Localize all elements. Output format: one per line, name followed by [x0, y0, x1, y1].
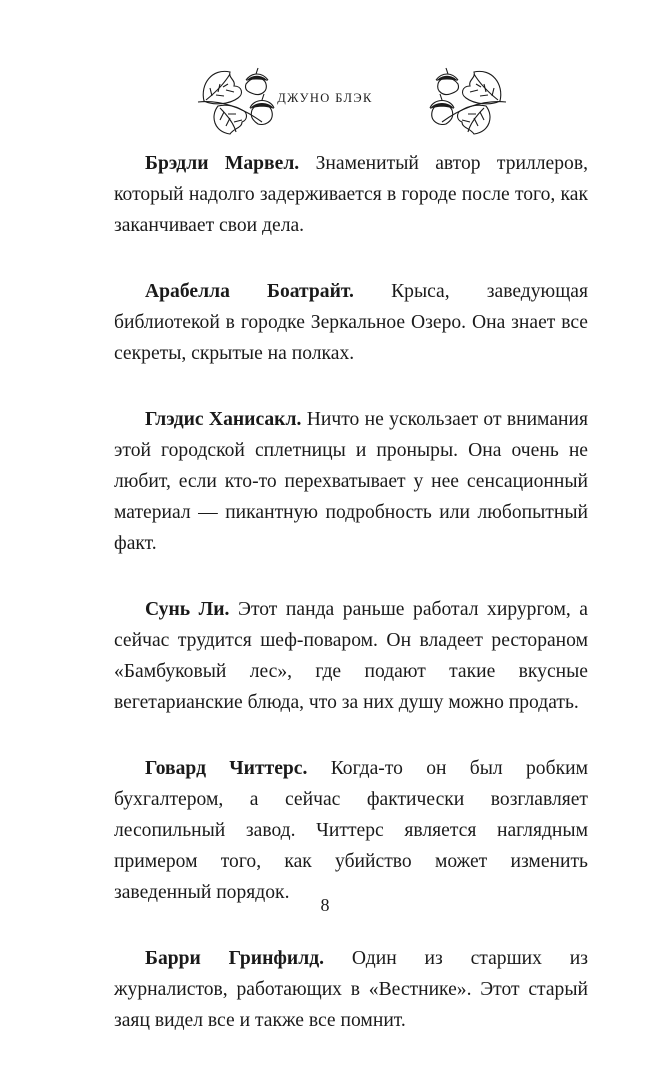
- character-name: Говард Читтерс.: [145, 758, 308, 779]
- character-description: Этот панда раньше работал хирургом, а сейчас трудится шеф-поваром. Он владеет рестораном «Бамбуковый лес», где подают такие вкусные вегетарианские блюда, что за них душу можно продать.: [114, 599, 588, 713]
- character-name: Барри Гринфилд.: [145, 948, 325, 969]
- character-entry: [114, 753, 588, 908]
- character-description: Знаменитый автор триллеров, который надолго задерживается в городе после того, как заканчивает свои дела.: [114, 153, 588, 236]
- character-entry: [114, 943, 588, 1036]
- page-number: 8: [320, 895, 330, 915]
- character-list: [114, 148, 588, 1071]
- oak-leaves-acorns-icon: [406, 62, 514, 140]
- character-description: Ничто не ускользает от внимания этой городской сплетницы и проныры. Она очень не любит, если кто-то перехватывает у нее сенсационный материал — пикантную подробность или любопытный факт.: [114, 409, 589, 554]
- character-name: Глэдис Ханисакл.: [145, 409, 302, 430]
- character-entry: [114, 594, 588, 718]
- character-name: Брэдли Марвел.: [145, 153, 300, 174]
- author-name: ДЖУНО БЛЭК: [277, 91, 373, 105]
- character-entry: [114, 276, 588, 369]
- character-entry: [114, 404, 588, 559]
- character-description: Когда-то он был робким бухгалтером, а сейчас фактически возглавляет лесопильный завод. Читтерс является наглядным примером того, как убийство может изменить заведенный порядок.: [114, 758, 588, 903]
- character-name: Сунь Ли.: [145, 599, 230, 620]
- character-entry: [114, 148, 588, 241]
- running-header: [0, 62, 650, 140]
- character-name: Арабелла Боатрайт.: [145, 281, 354, 302]
- character-description: Один из старших из журналистов, работающих в «Вестнике». Этот старый заяц видел все и также все помнит.: [114, 948, 589, 1031]
- character-description: Крыса, заведующая библиотекой в городке Зеркальное Озеро. Она знает все секреты, скрытые на полках.: [114, 281, 588, 364]
